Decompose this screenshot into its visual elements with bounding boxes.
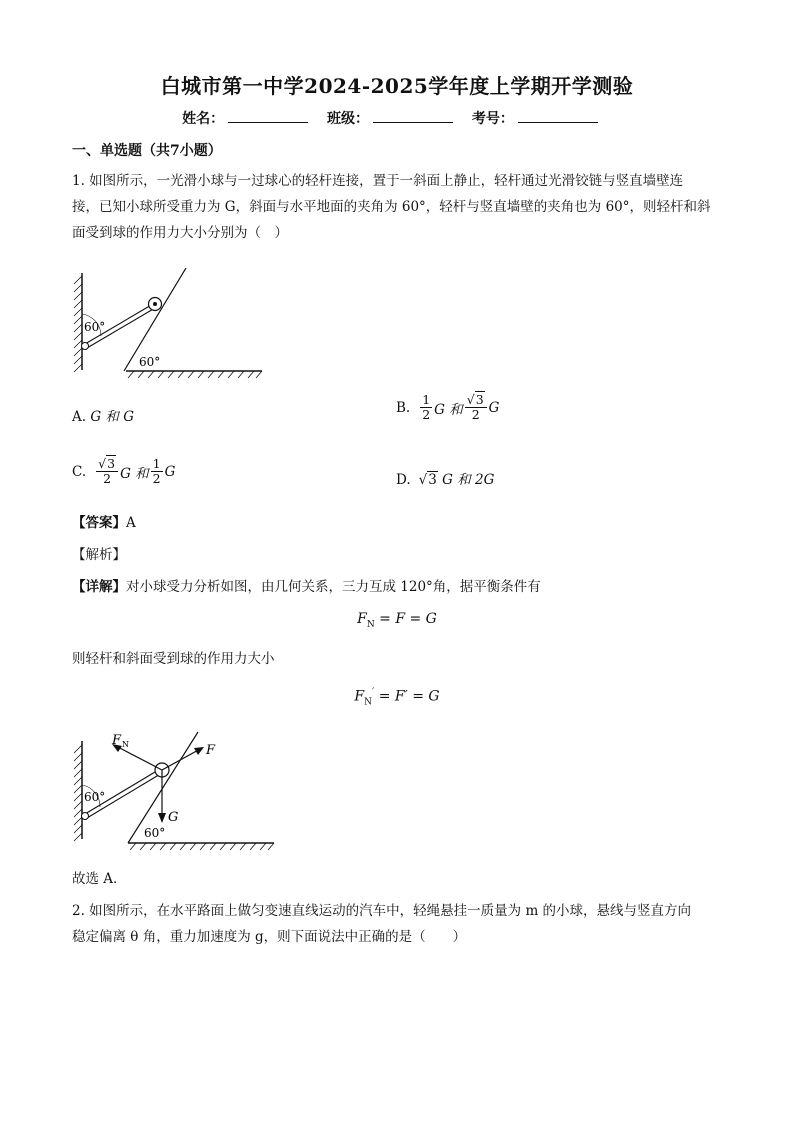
q2-line1: 2. 如图所示，在水平路面上做匀变速直线运动的汽车中，轻绳悬挂一质量为 m 的小球，悬线与竖直方向 [72,903,692,919]
answer-value: A [126,515,136,531]
option-d-text: G 和 2G [442,472,495,488]
section-heading: 一、单选题（共7小题） [72,143,222,159]
q1-line1: 1. 如图所示，一光滑小球与一过球心的轻杆连接，置于一斜面上静止，轻杆通过光滑铰链与竖直墙壁连 [72,173,684,189]
option-c-frac2: $\frac{1}{2}$ [152,456,161,486]
detail-text: 对小球受力分析如图，由几何关系，三力互成 120°角，据平衡条件有 [126,579,541,595]
fig1-wall-angle: 60° [84,320,106,334]
q1-line3: 面受到球的作用力大小分别为（ ） [72,225,288,241]
option-b-mid: G 和 [434,401,463,418]
q1-analysis-tag: 【解析】 [72,547,126,563]
option-b-end: G [488,399,500,416]
q1-equation-1: $F_N = F = G$ [357,611,437,630]
q2-line2: 稳定偏离 θ 角，重力加速度为 g，则下面说法中正确的是（ ） [72,929,467,945]
q1-option-a[interactable] [72,405,134,425]
option-d-rad: 3 [428,472,437,488]
fig2-g-label: G [168,810,179,825]
q1-detail [72,574,732,600]
option-a-label: A. [72,409,87,425]
q1-figure [66,268,276,383]
q1-option-d[interactable]: D. √3 G 和 2G [396,472,495,488]
fig2-fn-label: F [112,733,122,748]
page-title: 白城市第一中学2024-2025学年度上学期开学测验 [160,74,634,98]
option-d-label: D. [396,472,411,488]
option-c-end: G [164,463,176,480]
q1-force-figure [70,727,300,852]
option-b-frac2: $\frac{√3}{2}$ [465,393,487,422]
option-b-label: B. [396,399,411,416]
class-label: 班级： [327,111,369,127]
fig2-ground-angle: 60° [144,826,166,840]
fig2-fn-sub: N [122,740,129,749]
fig1-ground-angle: 60° [139,355,161,369]
option-a-text: G 和 G [90,409,134,425]
fig2-f-label: F [206,743,216,758]
name-label: 姓名： [182,111,225,127]
option-c-label: C. [72,463,87,480]
student-info-row [0,108,794,128]
option-b-frac1: $\frac{1}{2}$ [422,392,431,422]
id-blank[interactable] [518,110,598,123]
q1-equation-2: $F_N' = F' = G$ [354,687,440,708]
option-c-frac1: $\frac{√3}{2}$ [96,457,118,486]
class-blank[interactable] [373,110,453,123]
answer-tag: 【答案】 [72,515,126,531]
q2-stem [72,898,732,950]
q1-conclusion: 故选 A． [72,871,127,887]
option-c-mid: G 和 [120,465,149,482]
q1-stem [72,168,732,246]
id-label: 考号： [471,111,514,127]
detail-tag: 【详解】 [72,579,126,595]
q1-line2: 接，已知小球所受重力为 G，斜面与水平地面的夹角为 60°，轻杆与竖直墙壁的夹角也为 60°，则轻杆和斜 [72,199,711,215]
fig2-wall-angle: 60° [84,790,106,804]
q1-option-b[interactable] [396,393,499,422]
q1-then-text: 则轻杆和斜面受到球的作用力大小 [72,651,275,667]
q1-option-c[interactable] [72,457,175,486]
q1-answer [72,510,732,536]
name-blank[interactable] [228,110,308,123]
